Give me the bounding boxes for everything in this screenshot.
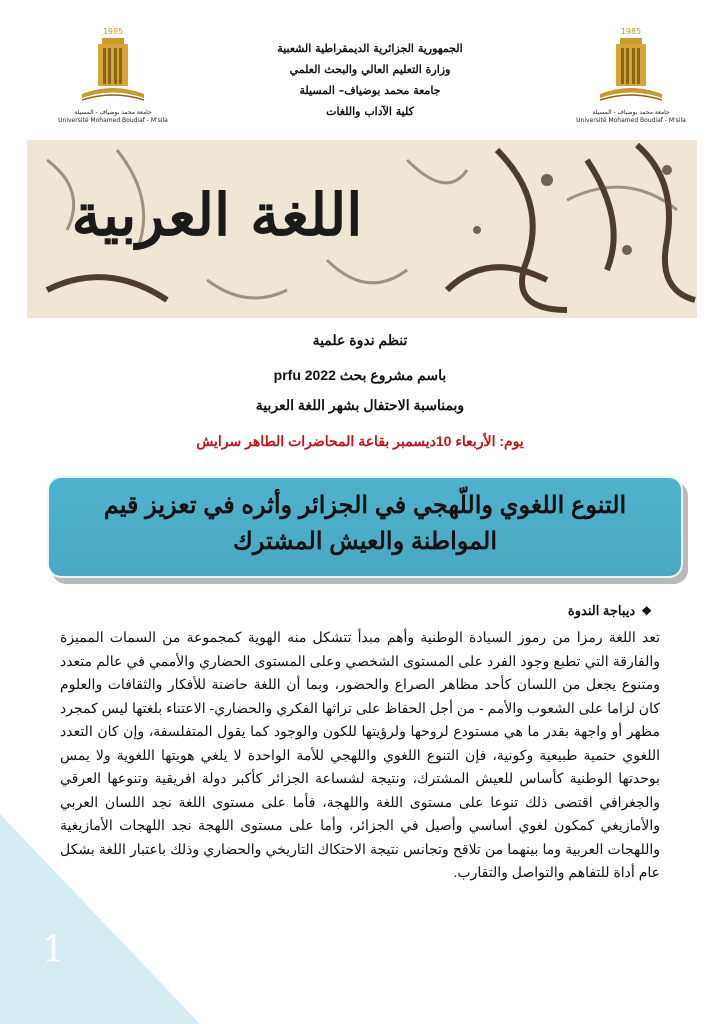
header-line-faculty: كلية الآداب واللغات	[326, 105, 414, 118]
institution-header	[260, 38, 480, 122]
calligraphy-banner	[27, 140, 697, 318]
event-line-project: باسم مشروع بحث prfu 2022	[273, 367, 447, 383]
event-date: يوم: الأربعاء 10ديسمبر بقاعة المحاضرات الطاهر سرايش	[196, 433, 524, 449]
preamble-paragraph: تعد اللغة رمزا من رموز السيادة الوطنية وأهم مبدأ تتشكل منه الهوية كمجموعة من السمات المميزة والفارقة التي تطبع وجود الفرد على المستوى الشخصي وعلى المستوى الحضاري والأممي في عالم متعدد ومتنوع يجعل من اللسان كأحد مظاهر الصراع والحضور، وبما أن اللغة حاضنة للأفكار والثقافات والعلوم كان لزاما على الشعوب والأمم - من أجل الحفاظ على تراثها الفكري والحضاري- الاعتناء بلغتها ليس كمجرد مظهر أو واجهة بقدر ما هي مستودع لروحها ولرؤيتها للكون والوجود كما يقول المتفلسفة، وإن كان التعدد اللغوي حتمية طبيعية وكونية، فإن التنوع اللغوي واللهجي للأمة الواحدة لا يلغي هويتها اللغوية ولا يمس بوحدتها الوطنية كأساس للعيش المشترك، ونتيجة لشساعة الجزائر كأكبر دولة افريقية وتنوعها العرقي والجغرافي اقتضى ذلك تنوعا على مستوى اللغة واللهجة، فأما على مستوى اللغة نجد اللسان العربي والأمازيغي كمكون لغوي أساسي وأصيل في الجزائر، وأما على مستوى اللهجة نجد اللهجات الأمازيغية واللهجات العربية وما بينهما من تلاقح وتجانس نتيجة الاحتكاك التاريخي والحضاري وذلك باعتبار اللغة بشكل عام أداة للتفاهم والتواصل والتقارب.	[60, 629, 660, 880]
banner-calligraphy-text: اللغة العربية	[71, 181, 363, 249]
university-logo-right	[576, 24, 686, 134]
diamond-bullet-icon: ❖	[641, 604, 652, 618]
page-number: 1	[42, 930, 65, 971]
logo-caption-fr: Université Mohamed Boudiaf - M'sila	[576, 117, 686, 124]
university-logo-left	[58, 24, 168, 134]
event-line-organizes: تنظم ندوة علمية	[312, 332, 408, 348]
event-line-occasion: وبمناسبة الاحتفال بشهر اللغة العربية	[255, 397, 465, 413]
symposium-title	[47, 476, 683, 578]
title-line-2: المواطنة والعيش المشترك	[233, 528, 497, 555]
calligraphy-banner-art	[27, 140, 697, 318]
header-line-ministry: وزارة التعليم العالي والبحث العلمي	[289, 63, 451, 76]
university-emblem-icon	[78, 24, 148, 109]
header-line-republic: الجمهورية الجزائرية الديمقراطية الشعبية	[277, 42, 463, 55]
logo-caption-ar: جامعة محمد بوضياف - المسيلة	[74, 109, 152, 116]
title-line-1: التنوع اللغوي واللّهجي في الجزائر وأثره في تعزيز قيم	[103, 492, 627, 519]
header-line-university: جامعة محمد بوضياف– المسيلة	[299, 84, 441, 97]
section-heading-text: ديباجة الندوة	[567, 603, 636, 618]
logo-year: 1985	[620, 27, 642, 36]
event-info	[100, 325, 620, 456]
section-heading	[568, 603, 652, 619]
university-emblem-icon	[596, 24, 666, 109]
logo-caption-ar: جامعة محمد بوضياف - المسيلة	[592, 109, 670, 116]
logo-caption-fr: Université Mohamed Boudiaf - M'sila	[58, 117, 168, 124]
logo-year: 1985	[102, 27, 124, 36]
